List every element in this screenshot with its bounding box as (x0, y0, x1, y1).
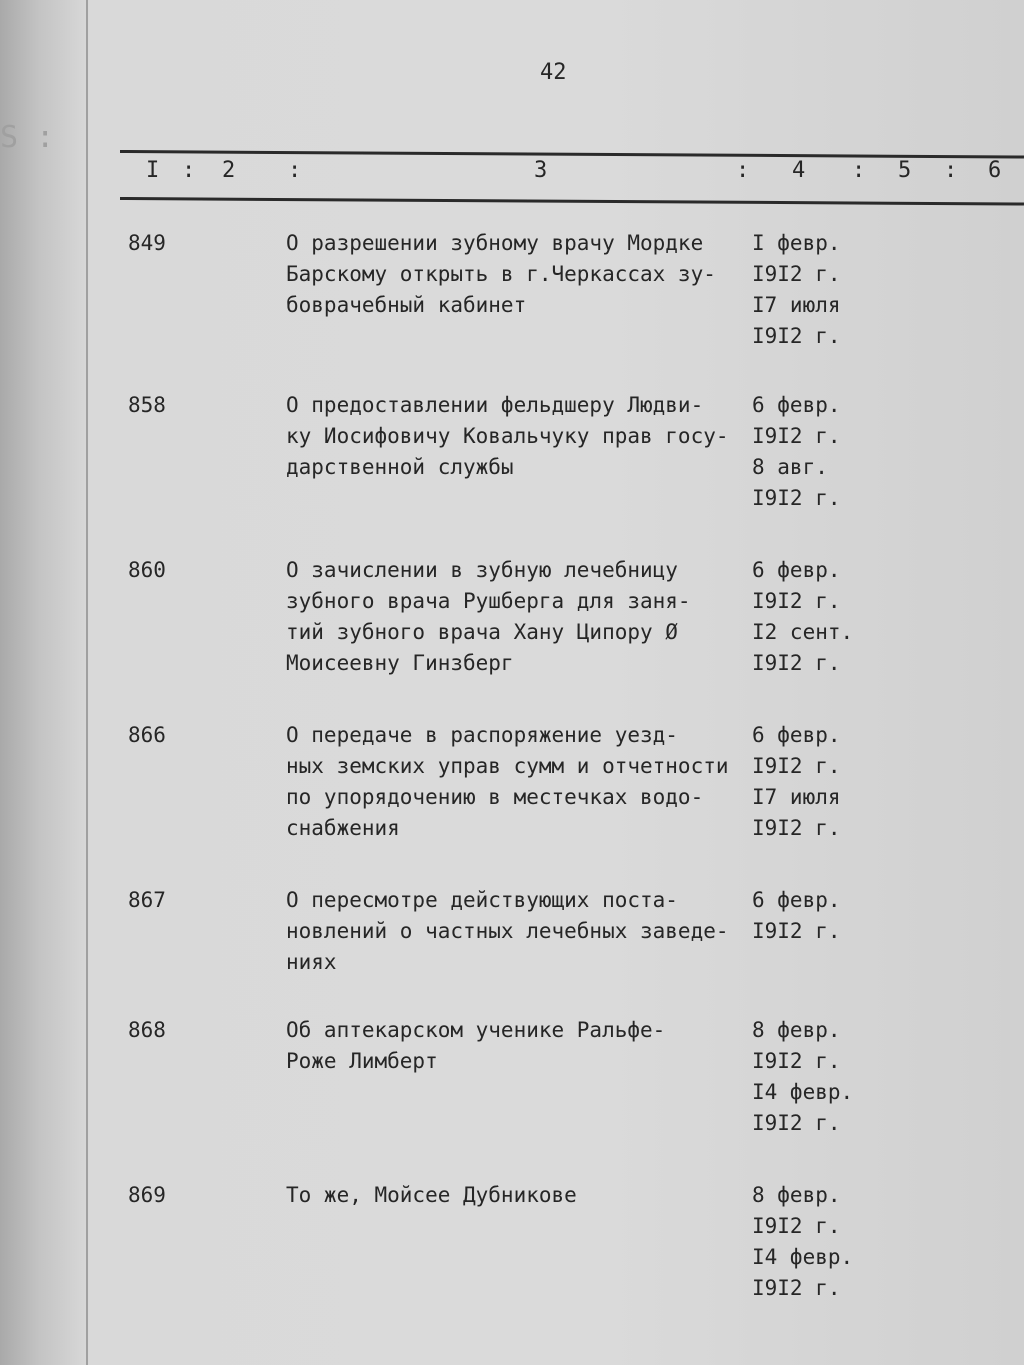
entry-title-line: по упорядочению в местечках водо- (286, 785, 704, 809)
entry-dates (752, 228, 862, 352)
entry-dates (752, 390, 862, 514)
margin-bleed-text: S : (0, 120, 55, 155)
entry-date-line: I9I2 г. (752, 1111, 841, 1135)
entry-date-line: I9I2 г. (752, 589, 841, 613)
entry-date-line: I9I2 г. (752, 816, 841, 840)
entry-title-line: О зачислении в зубную лечебницу (286, 558, 678, 582)
entry-date-line: 8 авг. (752, 455, 828, 479)
entry-title (286, 885, 756, 978)
entry-title-line: О передаче в распоряжение уезд- (286, 723, 678, 747)
entry-date-line: I9I2 г. (752, 262, 841, 286)
entry-title-line: тий зубного врача Хану Ципору Ø (286, 620, 678, 644)
column-3-label: 3 (534, 158, 548, 183)
entry-date-line: 8 февр. (752, 1018, 841, 1042)
entry-dates (752, 1015, 862, 1139)
column-separator: : (852, 158, 866, 183)
entry-date-line: I2 сент. (752, 620, 854, 644)
entry-title (286, 1180, 756, 1211)
entry-date-line: I9I2 г. (752, 1049, 841, 1073)
column-separator: : (288, 158, 302, 183)
entry-dates (752, 720, 862, 844)
entry-title (286, 1015, 756, 1077)
entry-title (286, 720, 756, 844)
entry-date-line: 6 февр. (752, 558, 841, 582)
column-6-label: 6 (988, 158, 1002, 183)
entry-number: 867 (128, 888, 166, 912)
entry-title-line: О предоставлении фельдшеру Людви- (286, 393, 704, 417)
entry-title-line: О разрешении зубному врачу Мордке (286, 231, 704, 255)
page-binding-edge (86, 0, 88, 1365)
entry-date-line: 6 февр. (752, 723, 841, 747)
page-number: 42 (540, 60, 567, 85)
entry-date-line: I9I2 г. (752, 424, 841, 448)
entry-title-line: Барскому открыть в г.Черкассах зу- (286, 262, 716, 286)
entry-title-line: ку Иосифовичу Ковальчуку прав госу- (286, 424, 729, 448)
entry-date-line: 8 февр. (752, 1183, 841, 1207)
entry-number: 866 (128, 723, 166, 747)
entry-title-line: дарственной службы (286, 455, 514, 479)
column-5-label: 5 (898, 158, 912, 183)
entry-date-line: I9I2 г. (752, 324, 841, 348)
entry-date-line: I9I2 г. (752, 1214, 841, 1238)
entry-title-line: Моисеевну Гинзберг (286, 651, 514, 675)
entry-title-line: зубного врача Рушберга для заня- (286, 589, 691, 613)
header-rule-bottom (120, 197, 1024, 206)
entry-date-line: 6 февр. (752, 888, 841, 912)
entry-date-line: I7 июля (752, 785, 841, 809)
entry-date-line: 6 февр. (752, 393, 841, 417)
entry-date-line: I9I2 г. (752, 651, 841, 675)
entry-title-line: То же, Мойсее Дубникове (286, 1183, 577, 1207)
entry-date-line: I февр. (752, 231, 841, 255)
entry-date-line: I9I2 г. (752, 486, 841, 510)
entry-title (286, 390, 756, 483)
entry-title-line: новлений о частных лечебных заведе- (286, 919, 729, 943)
entry-number: 869 (128, 1183, 166, 1207)
entry-number: 868 (128, 1018, 166, 1042)
column-separator: : (736, 158, 750, 183)
column-4-label: 4 (792, 158, 806, 183)
entry-date-line: I9I2 г. (752, 919, 841, 943)
entry-number: 860 (128, 558, 166, 582)
entry-title-line: О пересмотре действующих поста- (286, 888, 678, 912)
entry-title-line: снабжения (286, 816, 400, 840)
entry-date-line: I4 февр. (752, 1080, 854, 1104)
entry-dates (752, 555, 862, 679)
entry-title (286, 228, 756, 321)
entry-title (286, 555, 756, 679)
column-separator: : (944, 158, 958, 183)
entry-title-line: ниях (286, 950, 337, 974)
entry-dates (752, 1180, 862, 1304)
entry-title-line: Роже Лимберт (286, 1049, 438, 1073)
entry-title-line: боврачебный кабинет (286, 293, 527, 317)
entry-title-line: Об аптекарском ученике Ральфе- (286, 1018, 666, 1042)
entry-date-line: I9I2 г. (752, 1276, 841, 1300)
entry-number: 849 (128, 231, 166, 255)
column-2-label: 2 (222, 158, 236, 183)
entry-date-line: I7 июля (752, 293, 841, 317)
entry-date-line: I9I2 г. (752, 754, 841, 778)
column-separator: : (182, 158, 196, 183)
entry-date-line: I4 февр. (752, 1245, 854, 1269)
column-1-label: I (146, 158, 160, 183)
entry-dates (752, 885, 862, 947)
entry-number: 858 (128, 393, 166, 417)
entry-title-line: ных земских управ сумм и отчетности (286, 754, 729, 778)
column-header (120, 158, 1020, 192)
